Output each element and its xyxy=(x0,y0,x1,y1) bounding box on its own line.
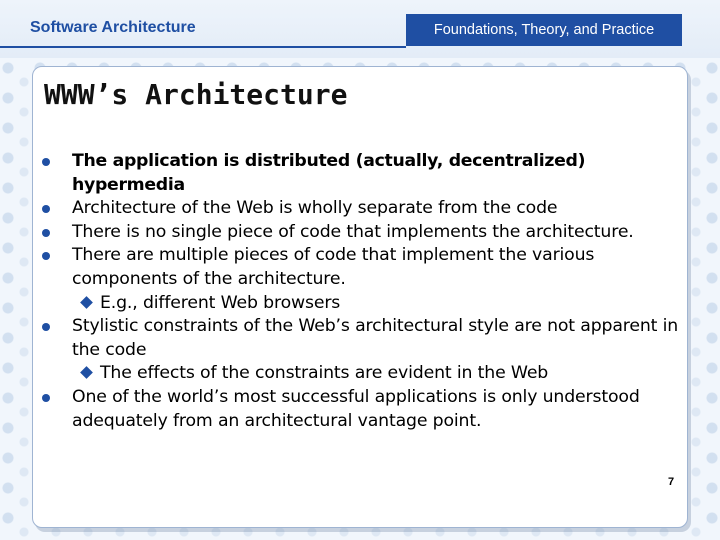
sub-bullet-text: The effects of the constraints are evident in the Web xyxy=(100,363,549,384)
circle-bullet-icon xyxy=(42,394,50,402)
slide-title: WWW’s Architecture xyxy=(44,78,348,111)
bullet-item xyxy=(42,244,682,291)
circle-bullet-icon xyxy=(42,158,50,166)
course-title: Software Architecture xyxy=(30,19,196,36)
diamond-bullet-icon xyxy=(80,296,93,309)
bullet-item xyxy=(42,150,682,197)
bullet-item xyxy=(42,386,682,433)
bullet-list xyxy=(42,150,682,433)
bullet-item xyxy=(42,315,682,362)
bullet-text: There are multiple pieces of code that implement the various components of the architecture. xyxy=(72,245,595,289)
bullet-text: Stylistic constraints of the Web’s architectural style are not apparent in the code xyxy=(72,316,679,360)
book-subtitle: Foundations, Theory, and Practice xyxy=(406,14,682,46)
bullet-text: One of the world’s most successful applications is only understood adequately from an architectural vantage point. xyxy=(72,386,640,431)
circle-bullet-icon xyxy=(42,252,50,260)
bullet-item xyxy=(42,221,682,245)
bullet-text: Architecture of the Web is wholly separate from the code xyxy=(72,198,558,219)
circle-bullet-icon xyxy=(42,229,50,237)
sub-bullet-item xyxy=(42,292,682,316)
bullet-text: There is no single piece of code that implements the architecture. xyxy=(72,221,634,242)
page-number: 7 xyxy=(668,476,675,488)
circle-bullet-icon xyxy=(42,205,50,213)
bullet-text: The application is distributed (actually, decentralized) hypermedia xyxy=(72,151,586,195)
bullet-item xyxy=(42,197,682,221)
circle-bullet-icon xyxy=(42,323,50,331)
sub-bullet-item xyxy=(42,362,682,386)
diamond-bullet-icon xyxy=(80,366,93,379)
sub-bullet-text: E.g., different Web browsers xyxy=(100,292,341,313)
header-divider xyxy=(0,46,406,48)
